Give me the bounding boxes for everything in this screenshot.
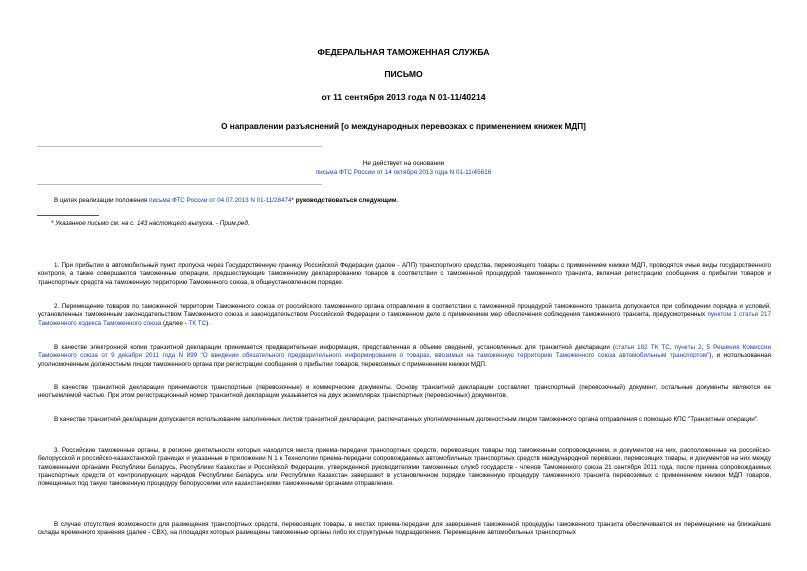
paragraph-7 xyxy=(38,521,771,538)
intro-star: * xyxy=(291,197,296,204)
paragraph-1 xyxy=(38,262,771,287)
intro-prefix: В целях реализации положения xyxy=(54,197,150,204)
doc-date: от 11 сентября 2013 года N 01-11/40214 xyxy=(321,92,486,102)
p1-text: 1. При прибытии в автомобильный пункт пропуска через Государственную границу Российской Федерации (далее - АПП) транспортного средства, перевозящего товары с применением книжки МДП, проводятся иные виды государственного контроля, а также совершаются таможенные операции, предшествующие таможенному декларированию товаров в соответствии с таможенной процедурой таможенного транзита, включая регистрацию сообщения о прибытии товаров и транспортных средств на таможенную территорию Таможенного союза, в общеустановленном порядке. xyxy=(38,262,771,286)
p3-sep2: , xyxy=(701,344,707,351)
p2-link-tkts[interactable]: ТК ТС xyxy=(188,319,207,327)
p2-link-article[interactable]: пунктом 1 статьи 217 Таможенного кодекса Таможенного союза xyxy=(38,311,771,327)
p4-text: В качестве транзитной декларации принимаются транспортные (перевозочные) и коммерческие документы. Основу транзитной декларации составляет транспортный (перевозочный) документ, остальные документы являются ее неотъемлемой частью. При этом регистрационный номер транзитной декларации указывается на двух экземплярах транспортных (перевозочных) документов. xyxy=(38,384,771,400)
agency-title: ФЕДЕРАЛЬНАЯ ТАМОЖЕННАЯ СЛУЖБА xyxy=(317,47,490,57)
status-link-row xyxy=(0,168,807,177)
intro-paragraph xyxy=(38,197,771,205)
intro-bold: руководствоваться следующим xyxy=(295,197,397,204)
status-link[interactable]: письма ФТС России от 14 октября 2013 года N 01-11/45616 xyxy=(315,169,492,176)
divider-bottom xyxy=(37,184,322,185)
paragraph-6 xyxy=(38,447,771,488)
p6-text: 3. Российские таможенные органы, в регионе деятельности которых находятся места приема-передачи транспортных средств, перевозящих товары под таможенным сопровождением, и документов на них, расположенные на российско-белорусской и российско-казахстанской границах и указанные в приложении N 1 к Технологии приема-передачи сопровождаемых автомобильных транспортных средств международной перевозки, перевозящих товары, и документов на них между таможенными органами Республики Беларусь, Республики Казахстан и Российской Федерации, утвержденной руководителями таможенных служб государств - членов Таможенного союза 21 сентября 2011 года, после приема сопровождаемых транспортных средств от контролирующих нарядов Республики Беларусь или Республики Казахстан завершают в установленном порядке таможенную процедуру таможенного транзита перевозимых с применением книжки МДП товаров, помещенных под такую таможенную процедуру белорусскими или казахстанскими таможенными органами отправления. xyxy=(38,447,771,488)
p3-text: В качестве электронной копии транзитной декларации принимается предварительная информация, представленная в объеме сведений, установленных для транзитной декларации ( xyxy=(54,344,616,351)
doc-type: ПИСЬМО xyxy=(384,69,423,79)
p2-mid: (далее - xyxy=(161,319,189,327)
divider-top xyxy=(37,146,322,147)
footnote-rule xyxy=(37,215,99,216)
p3-sep1: , xyxy=(669,344,675,351)
intro-link[interactable]: письма ФТС России от 04.07.2013 N 01-11/28474 xyxy=(149,197,292,204)
footnote: * Указанное письмо см. на с. 143 настоящего выпуска. - Прим.ред. xyxy=(51,220,250,227)
paragraph-5 xyxy=(38,416,771,424)
intro-end: . xyxy=(396,197,399,204)
p7-text: В случае отсутствия возможности для размещения транспортных средств, перевозящих товары, в местах приема-передачи для завершения таможенной процедуры таможенного транзита обеспечивается их перемещение на ближайшие склады временного хранения (далее - СВХ), на площадях которых размещены таможенные органы либо их структурные подразделения. Перемещение автомобильных транспортных xyxy=(38,521,771,537)
p3-end: ), и использованная уполномоченным должностным лицом таможенного органа при регистрации сообщения о прибытии товаров, перевозимых с применением книжки МДП. xyxy=(38,352,771,368)
status-note: Не действует на основании xyxy=(362,160,445,167)
p5-text: В качестве транзитной декларации допускается использование заполненных листов транзитной декларации, распечатанных уполномоченным должностным лицом таможенного органа отправления с помощью КПС "Транзитные операции". xyxy=(54,416,759,423)
p2-text: 2. Перемещение товаров по таможенной территории Таможенного союза от российского таможенного органа отправления в соответствии с таможенной процедурой таможенного транзита допускается при соблюдении порядка и условий, установленных таможенным законодательством Таможенного союза и законодательством Российской Федерации о таможенном деле с применением мер обеспечения соблюдения таможенного транзита, предусмотренных xyxy=(38,303,771,319)
paragraph-4 xyxy=(38,384,771,401)
p2-end: ). xyxy=(206,319,211,327)
paragraph-2 xyxy=(38,303,771,328)
p3-link-article[interactable]: статья 182 ТК ТС xyxy=(615,344,670,351)
paragraph-3 xyxy=(38,344,771,369)
doc-subject: О направлении разъяснений [о международных перевозках с применением книжек МДП] xyxy=(221,122,586,131)
p3-link-points[interactable]: пункты 2 xyxy=(674,344,702,351)
p3-link-decision[interactable]: 5 Решения Комиссии Таможенного союза от 9 декабря 2011 года N 899 "О введении обязательного предварительного информирования о товарах, ввозимых на таможенную территорию Таможенного союза автомобильным транспортом" xyxy=(38,344,772,360)
